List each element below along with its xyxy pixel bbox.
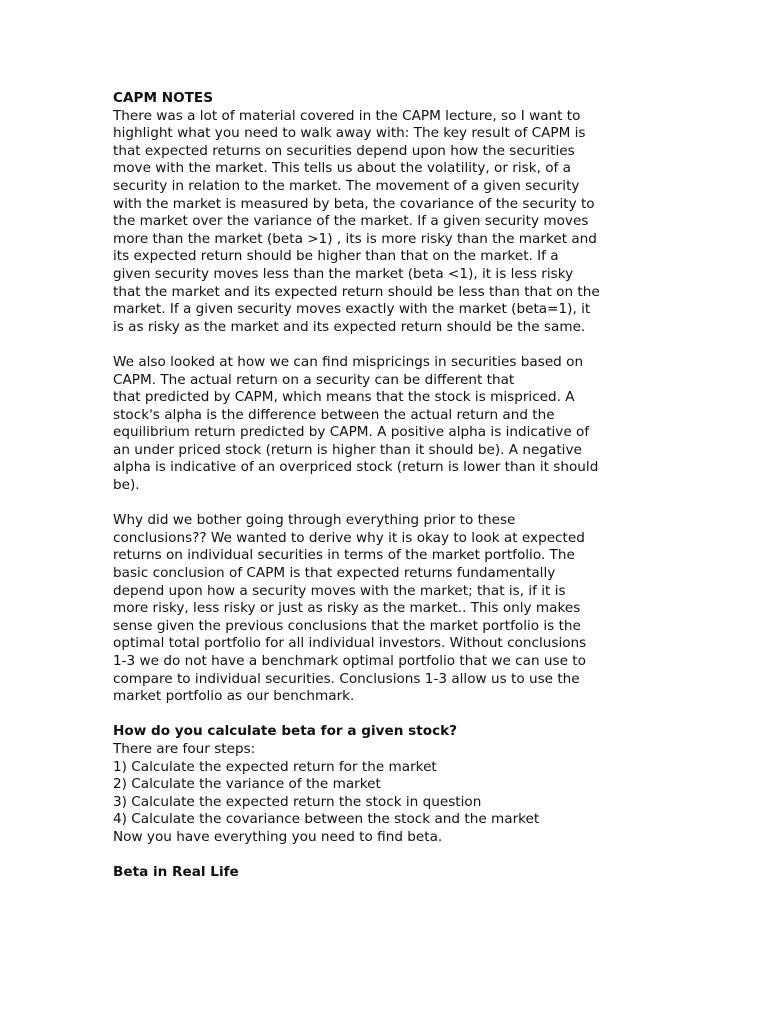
text-line: be). bbox=[113, 477, 140, 494]
text-line: is as risky as the market and its expected return should be the same. bbox=[113, 318, 586, 335]
text-line: returns on individual securities in terms of the market portfolio. The bbox=[113, 547, 575, 564]
text-line: the market over the variance of the market. If a given security moves bbox=[113, 213, 589, 230]
paragraph-gap bbox=[113, 706, 658, 724]
text-line: an under priced stock (return is higher than it should be). A negative bbox=[113, 441, 582, 458]
step-item: 2) Calculate the variance of the market bbox=[113, 776, 381, 793]
step-item: 3) Calculate the expected return the stock in question bbox=[113, 793, 482, 810]
beta-real-life-heading: Beta in Real Life bbox=[113, 864, 239, 881]
text-line: more than the market (beta >1) , its is more risky than the market and bbox=[113, 230, 597, 247]
text-line: We also looked at how we can find mispricings in securities based on bbox=[113, 353, 584, 370]
paragraph-mispricing bbox=[113, 354, 658, 495]
document-page bbox=[113, 90, 658, 882]
text-line: that predicted by CAPM, which means that the stock is mispriced. A bbox=[113, 389, 575, 406]
text-line: that expected returns on securities depend upon how the securities bbox=[113, 142, 575, 159]
text-line: depend upon how a security moves with the market; that is, if it is bbox=[113, 582, 566, 599]
text-line: CAPM. The actual return on a security can be different that bbox=[113, 371, 515, 388]
steps-intro: There are four steps: bbox=[113, 740, 256, 757]
document-title: CAPM NOTES bbox=[113, 90, 214, 106]
text-line: basic conclusion of CAPM is that expected returns fundamentally bbox=[113, 565, 556, 582]
text-line: Why did we bother going through everything prior to these bbox=[113, 512, 516, 529]
text-line: security in relation to the market. The movement of a given security bbox=[113, 177, 580, 194]
text-line: market portfolio as our benchmark. bbox=[113, 688, 355, 705]
step-item: 4) Calculate the covariance between the stock and the market bbox=[113, 811, 540, 828]
text-line: highlight what you need to walk away with: The key result of CAPM is bbox=[113, 125, 586, 142]
text-line: equilibrium return predicted by CAPM. A positive alpha is indicative of bbox=[113, 424, 590, 441]
text-line: move with the market. This tells us about the volatility, or risk, of a bbox=[113, 160, 571, 177]
text-line: its expected return should be higher than that on the market. If a bbox=[113, 248, 559, 265]
paragraph-gap bbox=[113, 847, 658, 865]
text-line: compare to individual securities. Conclusions 1-3 allow us to use the bbox=[113, 670, 580, 687]
beta-calculation-heading: How do you calculate beta for a given stock? bbox=[113, 723, 458, 740]
steps-outro: Now you have everything you need to find beta. bbox=[113, 828, 443, 845]
paragraph-why-bother bbox=[113, 512, 658, 706]
text-line: 1-3 we do not have a benchmark optimal portfolio that we can use to bbox=[113, 653, 586, 669]
text-line: market. If a given security moves exactly with the market (beta=1), it bbox=[113, 301, 591, 318]
text-line: conclusions?? We wanted to derive why it is okay to look at expected bbox=[113, 529, 585, 546]
text-line: given security moves less than the market (beta <1), it is less risky bbox=[113, 265, 574, 282]
paragraph-gap bbox=[113, 336, 658, 354]
paragraph-capm-summary bbox=[113, 108, 658, 337]
text-line: with the market is measured by beta, the covariance of the security to bbox=[113, 195, 595, 212]
text-line: There was a lot of material covered in the CAPM lecture, so I want to bbox=[113, 107, 581, 124]
text-line: more risky, less risky or just as risky as the market.. This only makes bbox=[113, 600, 581, 617]
text-line: sense given the previous conclusions that the market portfolio is the bbox=[113, 617, 581, 634]
text-line: stock's alpha is the difference between the actual return and the bbox=[113, 406, 555, 423]
steps-list bbox=[113, 741, 658, 847]
text-line: optimal total portfolio for all individual investors. Without conclusions bbox=[113, 635, 587, 652]
text-line: alpha is indicative of an overpriced stock (return is lower than it should bbox=[113, 459, 599, 476]
step-item: 1) Calculate the expected return for the market bbox=[113, 758, 437, 775]
text-line: that the market and its expected return should be less than that on the bbox=[113, 283, 600, 300]
paragraph-gap bbox=[113, 495, 658, 513]
